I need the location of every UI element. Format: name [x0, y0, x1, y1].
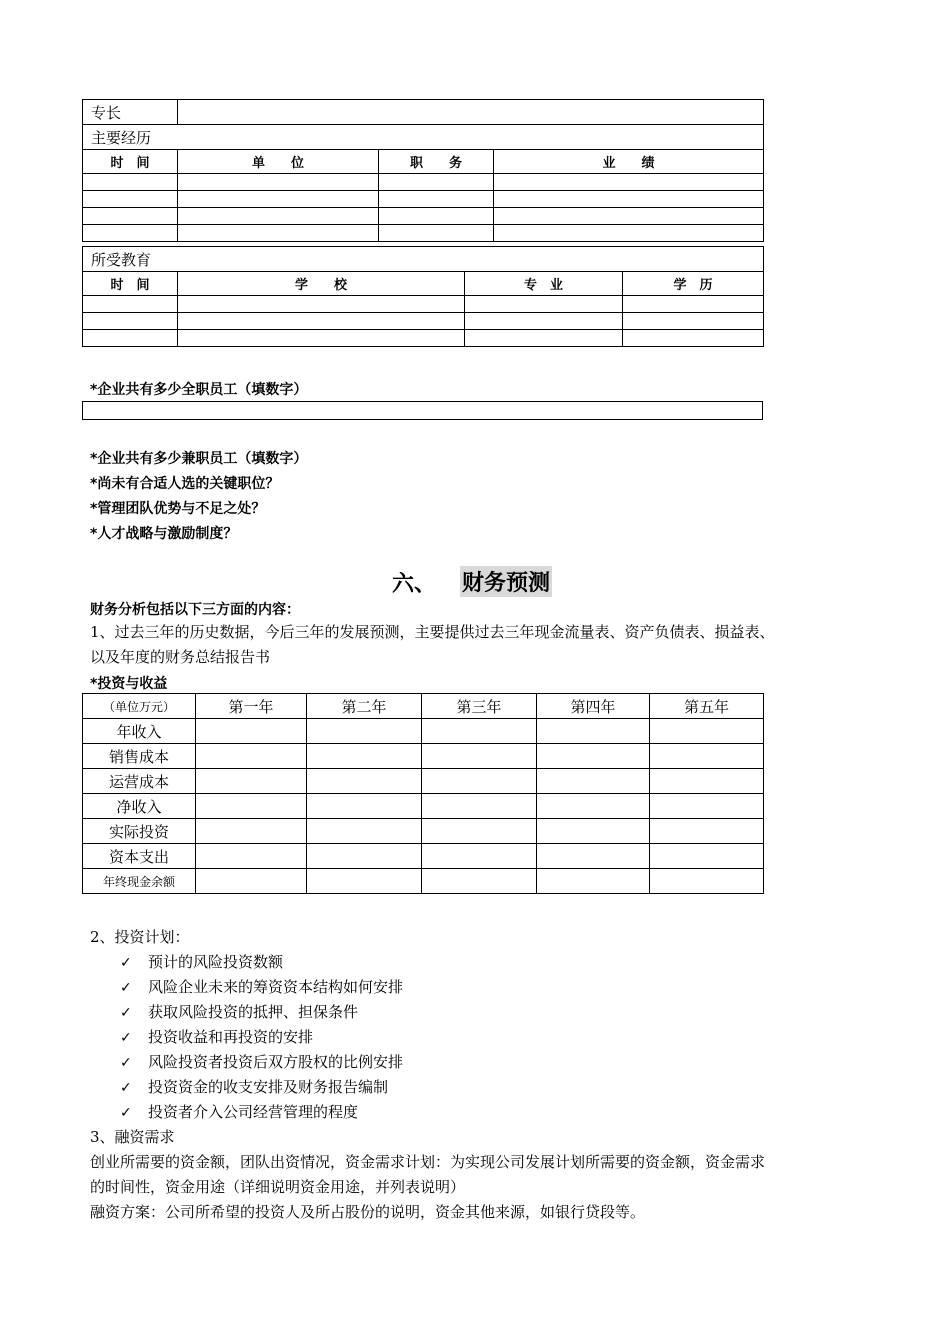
- table-row: [83, 869, 764, 894]
- table-cell[interactable]: [307, 869, 422, 894]
- row-label: 实际投资: [83, 819, 196, 844]
- finance-item3-line2: 的时间性，资金用途（详细说明资金用途，并列表说明）: [90, 1178, 466, 1196]
- table-cell[interactable]: [307, 844, 422, 869]
- resume-education-table: [82, 246, 764, 347]
- table-cell[interactable]: [196, 744, 307, 769]
- plan-item: [120, 1075, 388, 1101]
- table-cell[interactable]: [178, 174, 379, 191]
- table-cell[interactable]: [422, 719, 537, 744]
- table-row: [83, 844, 764, 869]
- exp-header-achievement: 业 绩: [494, 150, 764, 174]
- table-cell[interactable]: [307, 744, 422, 769]
- plan-item: [120, 1000, 358, 1026]
- table-cell[interactable]: [379, 208, 494, 225]
- fulltime-input-box[interactable]: [82, 401, 763, 420]
- checkmark-icon: ✓: [120, 955, 132, 971]
- table-cell[interactable]: [178, 208, 379, 225]
- table-cell[interactable]: [307, 719, 422, 744]
- checkmark-icon: ✓: [120, 980, 132, 996]
- table-cell[interactable]: [650, 844, 764, 869]
- table-cell[interactable]: [650, 869, 764, 894]
- table-cell[interactable]: [379, 174, 494, 191]
- table-cell[interactable]: [465, 296, 623, 313]
- table-cell[interactable]: [537, 869, 650, 894]
- plan-item: [120, 1025, 313, 1051]
- exp-header-position: 职 务: [379, 150, 494, 174]
- table-cell[interactable]: [465, 330, 623, 347]
- year-header: 第三年: [422, 694, 537, 719]
- table-row: [83, 744, 764, 769]
- table-cell[interactable]: [650, 794, 764, 819]
- table-cell[interactable]: [83, 296, 178, 313]
- table-cell[interactable]: [379, 191, 494, 208]
- table-cell[interactable]: [178, 313, 465, 330]
- question-team: *管理团队优势与不足之处？: [90, 501, 266, 517]
- table-cell[interactable]: [178, 191, 379, 208]
- invest-heading: *投资与收益: [90, 676, 168, 692]
- table-cell[interactable]: [196, 719, 307, 744]
- plan-item-text: 投资资金的收支安排及财务报告编制: [148, 1078, 389, 1096]
- table-row: [83, 191, 764, 208]
- edu-header-major: 专 业: [465, 272, 623, 296]
- plan-item-text: 预计的风险投资数额: [148, 953, 284, 971]
- row-label: 净收入: [83, 794, 196, 819]
- education-label: 所受教育: [83, 247, 764, 272]
- exp-header-unit: 单 位: [178, 150, 379, 174]
- table-cell[interactable]: [83, 313, 178, 330]
- plan-item: [120, 1050, 403, 1076]
- table-cell[interactable]: [422, 819, 537, 844]
- table-cell[interactable]: [196, 844, 307, 869]
- exp-header-time: 时 间: [83, 150, 178, 174]
- table-cell[interactable]: [196, 769, 307, 794]
- question-talent: *人才战略与激励制度？: [90, 526, 238, 542]
- table-cell[interactable]: [494, 225, 764, 242]
- table-row: [83, 330, 764, 347]
- table-cell[interactable]: [650, 719, 764, 744]
- plan-item-text: 风险投资者投资后双方股权的比例安排: [148, 1053, 404, 1071]
- table-row: [83, 208, 764, 225]
- question-key-positions: *尚未有合适人选的关键职位？: [90, 476, 280, 492]
- table-cell[interactable]: [650, 819, 764, 844]
- checkmark-icon: ✓: [120, 1080, 132, 1096]
- table-cell[interactable]: [422, 794, 537, 819]
- section-number: 六、: [392, 572, 437, 597]
- table-row: [83, 769, 764, 794]
- table-cell[interactable]: [422, 744, 537, 769]
- finance-item3-line1: 创业所需要的资金额，团队出资情况，资金需求计划：为实现公司发展计划所需要的资金额，资金需求: [90, 1153, 766, 1171]
- table-row: [83, 794, 764, 819]
- row-label: 年终现金余额: [83, 869, 196, 894]
- specialty-field[interactable]: [178, 100, 764, 125]
- edu-header-degree: 学 历: [623, 272, 764, 296]
- unit-header: （单位万元）: [83, 694, 196, 719]
- edu-header-school: 学 校: [178, 272, 465, 296]
- checkmark-icon: ✓: [120, 1055, 132, 1071]
- table-cell[interactable]: [422, 844, 537, 869]
- table-row: [83, 296, 764, 313]
- checkmark-icon: ✓: [120, 1105, 132, 1121]
- table-cell[interactable]: [623, 296, 764, 313]
- table-cell[interactable]: [196, 869, 307, 894]
- finance-item3-line3: 融资方案：公司所希望的投资人及所占股份的说明，资金其他来源，如银行贷段等。: [90, 1203, 646, 1221]
- table-cell[interactable]: [307, 769, 422, 794]
- plan-item-text: 投资收益和再投资的安排: [148, 1028, 314, 1046]
- question-parttime: *企业共有多少兼职员工（填数字）: [90, 451, 308, 467]
- table-cell[interactable]: [83, 191, 178, 208]
- table-cell[interactable]: [537, 844, 650, 869]
- row-label: 年收入: [83, 719, 196, 744]
- table-cell[interactable]: [537, 744, 650, 769]
- table-cell[interactable]: [83, 174, 178, 191]
- year-header: 第四年: [537, 694, 650, 719]
- table-cell[interactable]: [422, 869, 537, 894]
- plan-item-text: 获取风险投资的抵押、担保条件: [148, 1003, 359, 1021]
- row-label: 销售成本: [83, 744, 196, 769]
- table-row: [83, 819, 764, 844]
- row-label: 资本支出: [83, 844, 196, 869]
- table-row: [83, 719, 764, 744]
- finance-item1-line2: 以及年度的财务总结报告书: [90, 648, 271, 666]
- year-header: 第五年: [650, 694, 764, 719]
- finance-intro: 财务分析包括以下三方面的内容：: [90, 602, 300, 618]
- table-cell[interactable]: [623, 313, 764, 330]
- table-cell[interactable]: [494, 191, 764, 208]
- plan-item-text: 投资者介入公司经营管理的程度: [148, 1103, 359, 1121]
- table-cell[interactable]: [83, 330, 178, 347]
- table-cell[interactable]: [537, 719, 650, 744]
- experience-label: 主要经历: [83, 125, 764, 150]
- resume-experience-table: [82, 99, 764, 242]
- table-cell[interactable]: [537, 794, 650, 819]
- year-header: 第一年: [196, 694, 307, 719]
- specialty-label: 专长: [83, 100, 178, 125]
- finance-item1-line1: 1、过去三年的历史数据，今后三年的发展预测，主要提供过去三年现金流量表、资产负债表、损益表、: [90, 623, 775, 641]
- table-cell[interactable]: [178, 330, 465, 347]
- table-cell[interactable]: [537, 769, 650, 794]
- table-cell[interactable]: [494, 208, 764, 225]
- plan-item: [120, 1100, 358, 1126]
- plan-item: [120, 975, 403, 1001]
- table-cell[interactable]: [307, 819, 422, 844]
- table-cell[interactable]: [465, 313, 623, 330]
- table-cell[interactable]: [307, 794, 422, 819]
- table-row: [83, 225, 764, 242]
- table-cell[interactable]: [650, 769, 764, 794]
- investment-return-table: [82, 693, 764, 894]
- section-title: 财务预测: [460, 566, 552, 597]
- finance-item3: 3、融资需求: [90, 1128, 175, 1146]
- table-cell[interactable]: [537, 819, 650, 844]
- table-row: [83, 313, 764, 330]
- table-cell[interactable]: [196, 819, 307, 844]
- checkmark-icon: ✓: [120, 1030, 132, 1046]
- edu-header-time: 时 间: [83, 272, 178, 296]
- table-cell[interactable]: [178, 296, 465, 313]
- year-header: 第二年: [307, 694, 422, 719]
- table-cell[interactable]: [83, 225, 178, 242]
- table-cell[interactable]: [623, 330, 764, 347]
- table-cell[interactable]: [379, 225, 494, 242]
- question-fulltime: *企业共有多少全职员工（填数字）: [90, 382, 308, 398]
- plan-item: [120, 950, 283, 976]
- checkmark-icon: ✓: [120, 1005, 132, 1021]
- table-cell[interactable]: [494, 174, 764, 191]
- row-label: 运营成本: [83, 769, 196, 794]
- table-cell[interactable]: [83, 208, 178, 225]
- table-row: [83, 174, 764, 191]
- table-cell[interactable]: [178, 225, 379, 242]
- finance-item2: 2、投资计划：: [90, 928, 190, 946]
- table-cell[interactable]: [196, 794, 307, 819]
- table-cell[interactable]: [650, 744, 764, 769]
- table-cell[interactable]: [422, 769, 537, 794]
- plan-item-text: 风险企业未来的筹资资本结构如何安排: [148, 978, 404, 996]
